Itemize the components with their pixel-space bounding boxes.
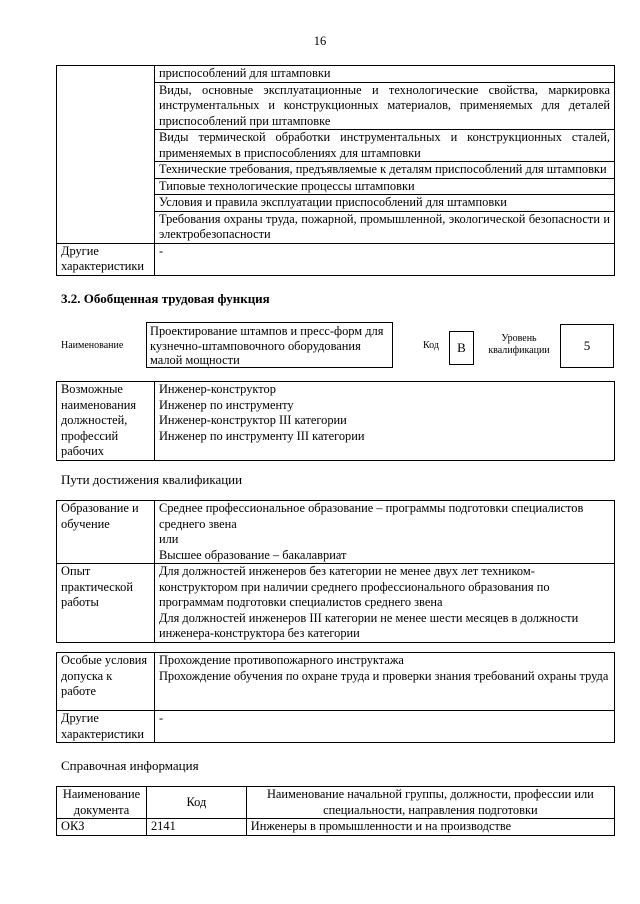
reference-cell-name: Инженеры в промышленности и на производстве xyxy=(246,819,614,836)
function-name-label: Наименование xyxy=(61,340,124,351)
position-item: Инженер-конструктор III категории xyxy=(158,413,347,427)
experience-line: Для должностей инженеров без категории не менее двух лет техником-конструктором при наличии среднего профессионального образования по программам подготовки специалистов среднего звена xyxy=(158,564,550,609)
reference-table xyxy=(56,786,615,836)
special-other-label: Другие характеристики xyxy=(57,711,155,743)
section-title: 3.2. Обобщенная трудовая функция xyxy=(61,291,270,306)
position-item: Инженер по инструменту xyxy=(158,397,294,412)
code-value: B xyxy=(457,340,466,355)
special-label: Особые условия допуска к работе xyxy=(57,653,155,711)
knowledge-table xyxy=(56,65,615,276)
knowledge-item: приспособлений для штамповки xyxy=(154,66,614,83)
code-label: Код xyxy=(423,340,439,351)
positions-list xyxy=(154,382,614,461)
knowledge-label-cell xyxy=(57,66,155,244)
experience-label: Опыт практической работы xyxy=(57,564,155,643)
level-value: 5 xyxy=(583,338,591,353)
education-line: или xyxy=(158,532,179,546)
knowledge-item: Типовые технологические процессы штамповки xyxy=(154,178,614,195)
special-conditions-table xyxy=(56,652,615,743)
qualification-table xyxy=(56,500,615,643)
reference-cell-code: 2141 xyxy=(146,819,246,836)
education-line: Среднее профессиональное образование – программы подготовки специалистов среднего звена xyxy=(158,501,584,531)
knowledge-item: Виды, основные эксплуатационные и технологические свойства, маркировка инструментальных и конструкционных материалов, применяемых для деталей приспособлений при штамповке xyxy=(154,82,614,130)
reference-cell-document: ОКЗ xyxy=(57,819,147,836)
special-other-value: - xyxy=(154,711,614,743)
function-name-box xyxy=(146,322,393,368)
page-number: 16 xyxy=(313,34,327,48)
position-item: Инженер по инструменту III категории xyxy=(158,428,365,443)
paths-title: Пути достижения квалификации xyxy=(61,472,243,487)
experience-line: Для должностей инженеров III категории не менее шести месяцев в должности инженера-конструктора без категории xyxy=(158,610,579,640)
other-characteristics-value: - xyxy=(154,243,614,275)
knowledge-item: Условия и правила эксплуатации приспособлений для штамповки xyxy=(154,195,614,212)
education-label: Образование и обучение xyxy=(57,501,155,564)
positions-label: Возможные наименования должностей, профессий рабочих xyxy=(57,382,155,461)
experience-value xyxy=(154,564,614,643)
positions-table xyxy=(56,381,615,461)
position-item: Инженер-конструктор xyxy=(158,382,276,396)
special-value xyxy=(154,653,614,711)
reference-header-code: Код xyxy=(146,787,246,819)
level-box xyxy=(560,324,614,368)
reference-title: Справочная информация xyxy=(61,758,199,773)
knowledge-item: Технические требования, предъявляемые к деталям приспособлений для штамповки xyxy=(154,162,614,179)
special-line: Прохождение противопожарного инструктажа xyxy=(158,653,404,667)
knowledge-item: Требования охраны труда, пожарной, промышленной, экологической безопасности и электробезопасности xyxy=(154,211,614,243)
reference-header-document: Наименование документа xyxy=(57,787,147,819)
knowledge-item: Виды термической обработки инструментальных и конструкционных сталей, применяемых в приспособлениях для штамповки xyxy=(154,130,614,162)
reference-header-name: Наименование начальной группы, должности, профессии или специальности, направления подготовки xyxy=(246,787,614,819)
education-line: Высшее образование – бакалавриат xyxy=(158,547,347,562)
education-value xyxy=(154,501,614,564)
level-label: Уровень квалификации xyxy=(488,333,550,356)
other-characteristics-label: Другие характеристики xyxy=(57,243,155,275)
special-line: Прохождение обучения по охране труда и проверки знания требований охраны труда xyxy=(158,668,609,683)
function-name-value: Проектирование штампов и пресс-форм для кузнечно-штамповочного оборудования малой мощности xyxy=(150,324,384,367)
code-box xyxy=(449,331,474,365)
